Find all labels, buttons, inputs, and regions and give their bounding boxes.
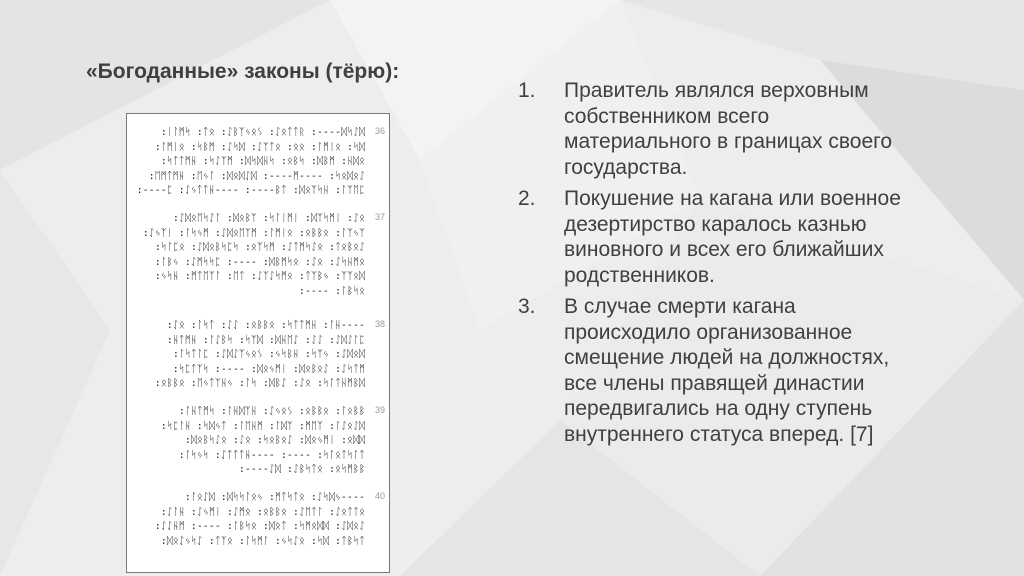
runic-line: :ᛋᛏᛏᛗᚺ :ᛋᛇᛉᛗ :ᛞᛋᛞᚺᛋ :ᛟᛒᛋ :ᛞᛒᛗ :ᚺᛞᛟ <box>160 156 365 167</box>
stanza-number: 38 <box>374 319 385 329</box>
runic-line: :ᛞᛟᛒᛋᛇᛟ :ᛇᛟ :ᛋᛟᛒᛟᛇ :ᛞᛟᛃᛗᛁ :ᛟᛞᛞ <box>184 435 365 446</box>
runic-line: :----ᛈ :ᛇᛃᛏᛏᚺ---- :----ᛒᛏ :ᛞᛟᛉᛋᚺ :ᛚᛉᛖᛈ <box>136 185 365 196</box>
list-item-text: Покушение на кагана или военное дезертирство каралось казнью виновного и всех его ближайших родственников. <box>564 187 901 287</box>
list-item-text: В случае смерти кагана происходило организованное смещение людей на должностях, все члены правящей династии передвигались на одну ступень внутреннего статуса вперед. [7] <box>564 295 890 446</box>
runic-line: :ᛇᛚᚺ :ᛇᛃᛗᛁ :ᛇᛗᛟ :ᛟᛒᛒᛟ :ᛇᛖᛏᛚ :ᛇᛟᛏᛏᛟ <box>160 506 365 518</box>
runic-line: :ᛇᛃᛉᛁ :ᛚᛋᛃᛗ :ᛇᛞᛟᛖᛉᛗ :ᛚᛗᛁᛟ :ᛟᛒᛒᛟ :ᛚᛉᛃᛉ <box>142 227 365 239</box>
runic-line: :ᛃᛋᚺ :ᛗᛏᛖᛉᛚ :ᛖᛏ :ᛇᛉᛇᛋᛗᛟ :ᛏᛉᛒᛃ :ᛉᛉᛟᛞ <box>154 271 365 282</box>
runic-line: :ᛞᛟᛇᛃᛋᛇ :ᛏᛉᛟ :ᛚᛋᛗᛚ :ᛃᛋᛇᛟ :ᛋᛞ :ᛏᛒᛋᛏ <box>160 535 365 547</box>
list-item-text: Правитель являлся верховным собственником всего материального в границах своего государства. <box>564 79 893 179</box>
runic-line: :ᛇᛟ :ᛚᛋᛏ :ᛇᛇ :ᛟᛒᛒᛟ :ᛋᛏᛏᛗᚺ :ᛚᚺ---- <box>166 320 365 331</box>
runic-line: :ᛟᛒᛒᛟ :ᛖᛃᛏᛉᚺᛃ :ᛚᛋ :ᛞᛒᛇ :ᛇᛟ :ᛋᛚᛏᚺᛗᛒᛞ <box>154 378 365 389</box>
list-item-number: 1. <box>518 79 536 102</box>
runic-line: :ᛚᚺᛏᛗᛋ :ᛚᚺᛞᛉᚺ :ᛇᛃᛟᛊ :ᛟᛒᛒᛟ :ᛚᛟᛒᛒ <box>178 406 365 417</box>
runic-line: :ᛚᛗᛁᛟ :ᛋᛒᛗ :ᛇᛋᛞ :ᛇᛉᛏᛟ :ᛟᛟ :ᛚᛗᛁᛟ :ᛋᛞ <box>154 141 365 153</box>
runic-line: :ᚺᛏᛗᚺ :ᛚᛇᛒᛋ :ᛋᛉᛞ :ᛞᚺᛖᛇ :ᛇᛇ :ᛇᛞᛇᛚᛈ <box>166 334 365 346</box>
list-item <box>518 78 918 180</box>
list-item <box>518 186 918 288</box>
runic-line: :---- :ᛚᛒᛋᛟ <box>298 285 365 297</box>
runic-stanza <box>127 405 391 478</box>
list-item-number: 3. <box>518 295 536 318</box>
runic-stanza <box>127 319 391 392</box>
runic-line: :ᛚᛋᛏᛚᛈ :ᛇᛞᛇᛉᛃᛟᛊ :ᛃᛋᛒᚺ :ᛋᛉᛃ :ᛇᛞᛟᛞ <box>172 349 365 360</box>
runic-stanza <box>127 126 391 199</box>
runic-line: :ᛋᛚᛈᛟ :ᛇᛞᛟᛒᛋᛈᛋ :ᛟᛉᛋᛗ :ᛇᛏᛗᛋᛇᛟ :ᛏᛟᛒᛟᛇ <box>154 242 365 253</box>
list-item-number: 2. <box>518 187 536 210</box>
runic-line: :ᛋᛈᛏᛉᛋ :---- :ᛞᛟᛃᛗᛁ :ᛞᛟᛒᛟᛇ :ᛇᛋᛏᛗ <box>172 363 365 375</box>
runic-line: :ᛚᛒᛃ :ᛇᛗᛋᛋᛈ :---- :ᛞᛒᛗᛋᛟ :ᛇᛟ :ᛇᛋᚺᛗᛟ <box>154 256 365 268</box>
runic-stanza <box>127 491 391 549</box>
stanza-number: 36 <box>374 126 385 136</box>
runic-line: :----ᛇᛞ :ᛇᛒᛋᛏᛟ :ᛟᛋᛗᛒᛒ <box>238 464 365 475</box>
runic-inscription-image <box>126 113 390 573</box>
runic-line: :ᛚᛟᛇᛞ :ᛞᛋᛋᛚᛟᛃ :ᛗᛏᛋᛏᛟ :ᛇᛋᛞᛃ---- <box>184 492 365 503</box>
stanza-number: 37 <box>374 212 385 222</box>
runic-line: :ᛇᛞᛟᛖᛋᛇᛚ :ᛞᛟᛒᛉ :ᛋᛚᛁᛗᛁ :ᛞᛉᛋᛗᛁ :ᛇᛟ <box>172 213 365 224</box>
laws-list <box>518 78 918 453</box>
list-item <box>518 294 918 447</box>
slide-title: «Богоданные» законы (тёрю): <box>86 60 400 83</box>
runic-line: :ᛖᛗᛏᛗᚺ :ᛖᛃᛚ :ᛞᛟᛞᛇᛞ :----ᛗ---- :ᛋᛟᛞᛟᛇ <box>148 170 365 182</box>
runic-stanza <box>127 212 391 299</box>
stanza-number: 40 <box>374 491 385 501</box>
runic-line: :ᛁᛚᛗᛋ :ᛏᛟ :ᛇᛒᛉᛃᛟᛊ :ᛇᛟᛏᛏᚱ :----ᛞᛋᛇᛞ <box>160 127 365 138</box>
runic-line: :ᛋᛈᛚᚺ :ᛋᛞᛃᛏ :ᛚᛖᚺᛗ :ᛚᛞᛉ :ᛗᛖᛉ :ᛚᛇᛟᛇᛞ <box>160 420 365 432</box>
runic-line: :ᛚᛋᛃᛋ :ᛇᛏᛏᛏᚺ---- :---- :ᛋᛚᛟᛏᛋᛚᛏ <box>178 449 365 461</box>
runic-line: :ᛇᛇᚺᛗ :---- :ᛚᛒᛋᛟ :ᛞᛟᛏ :ᛋᛗᛟᛞᛞ :ᛇᛞᛟᛇ <box>154 521 365 532</box>
stanza-number: 39 <box>374 405 385 415</box>
